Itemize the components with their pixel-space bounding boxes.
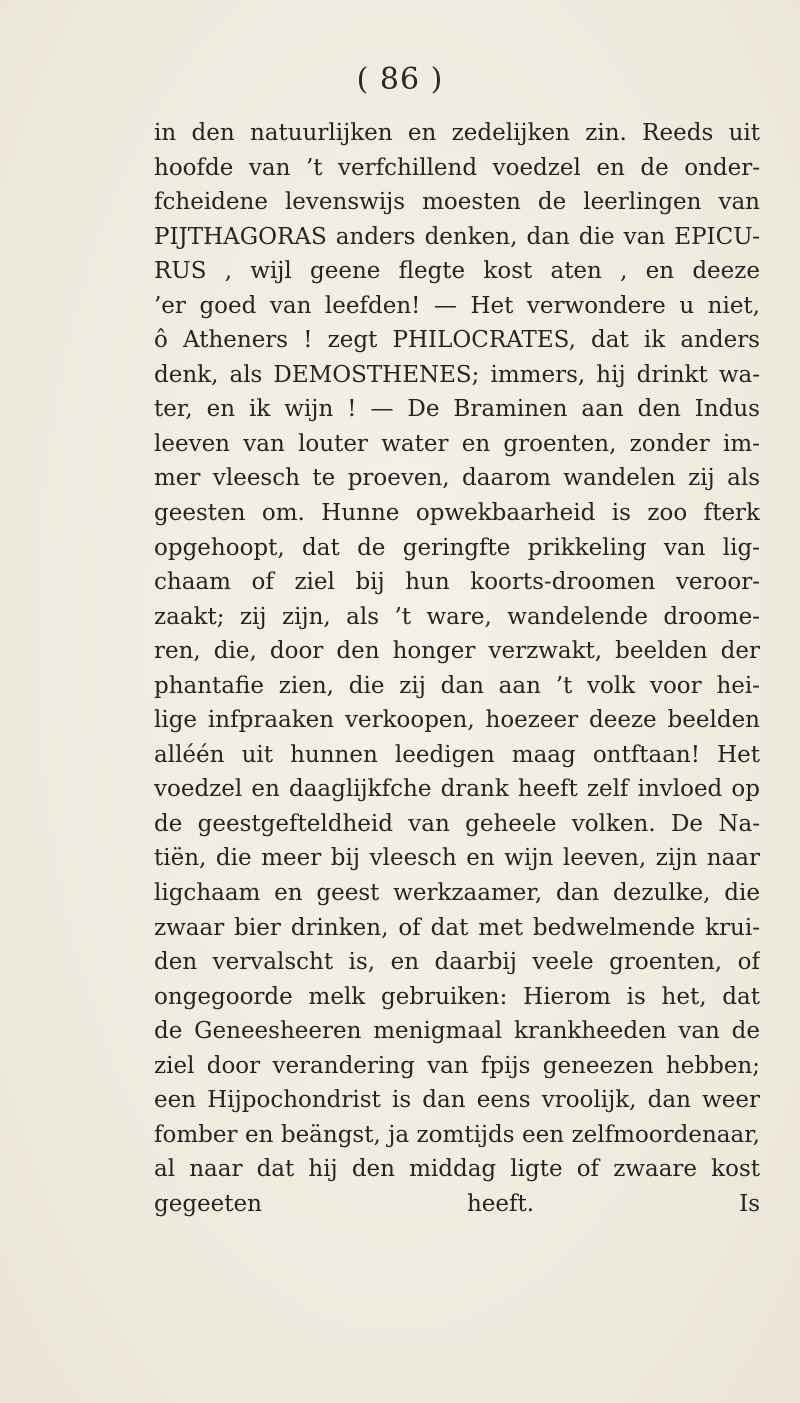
page-number: ( 86 ) <box>356 62 444 97</box>
text-line: RUS , wijl geene flegte kost aten , en deeze <box>154 258 760 285</box>
text-line: chaam of ziel bij hun koorts-droomen veroor- <box>154 569 760 596</box>
text-line: ligchaam en geest werkzaamer, dan dezulke, die <box>154 880 760 907</box>
text-line: zaakt; zij zijn, als ’t ware, wandelende droome- <box>154 603 760 630</box>
text-line: hoofde van ’t verfchillend voedzel en de onder- <box>154 154 760 181</box>
text-line-catchword: gegeeten heeft. Is <box>154 1190 760 1217</box>
text-line: denk, als DEMOSTHENES; immers, hij drinkt wa- <box>154 361 760 388</box>
text-line: PIJTHAGORAS anders denken, dan die van EPICU- <box>154 223 760 250</box>
text-line: al naar dat hij den middag ligte of zwaare kost <box>154 1156 760 1183</box>
text-line: den vervalscht is, en daarbij veele groenten, of <box>154 949 760 976</box>
text-line: opgehoopt, dat de geringfte prikkeling van lig- <box>154 534 760 561</box>
text-line: ren, die, door den honger verzwakt, beelden der <box>154 638 760 665</box>
text-line: geesten om. Hunne opwekbaarheid is zoo fterk <box>154 500 760 527</box>
text-line: phantafie zien, die zij dan aan ’t volk voor hei- <box>154 672 760 699</box>
body-text <box>154 116 760 1222</box>
text-line: leeven van louter water en groenten, zonder im- <box>154 430 760 457</box>
text-line: de geestgefteldheid van geheele volken. De Na- <box>154 810 760 837</box>
text-line: ziel door verandering van fpijs geneezen hebben; <box>154 1052 760 1079</box>
text-line: een Hijpochondrist is dan eens vroolijk, dan weer <box>154 1087 760 1114</box>
text-line: alléén uit hunnen leedigen maag ontftaan! Het <box>154 741 760 768</box>
text-line: ter, en ik wijn ! — De Braminen aan den Indus <box>154 396 760 423</box>
text-line: voedzel en daaglijkfche drank heeft zelf invloed op <box>154 776 760 803</box>
text-line: fcheidene levenswijs moesten de leerlingen van <box>154 189 760 216</box>
text-line: tiën, die meer bij vleesch en wijn leeven, zijn naar <box>154 845 760 872</box>
text-line: ’er goed van leefden! — Het verwondere u niet, <box>154 292 760 319</box>
text-line: mer vleesch te proeven, daarom wandelen zij als <box>154 465 760 492</box>
text-line: zwaar bier drinken, of dat met bedwelmende krui- <box>154 914 760 941</box>
text-line: lige infpraaken verkoopen, hoezeer deeze beelden <box>154 707 760 734</box>
text-line: fomber en beängst, ja zomtijds een zelfmoordenaar, <box>154 1121 760 1148</box>
text-line: ongegoorde melk gebruiken: Hierom is het, dat <box>154 983 760 1010</box>
text-line: de Geneesheeren menigmaal krankheeden van de <box>154 1018 760 1045</box>
text-line: ô Atheners ! zegt PHILOCRATES, dat ik anders <box>154 327 760 354</box>
text-line: in den natuurlijken en zedelijken zin. Reeds uit <box>154 120 760 146</box>
